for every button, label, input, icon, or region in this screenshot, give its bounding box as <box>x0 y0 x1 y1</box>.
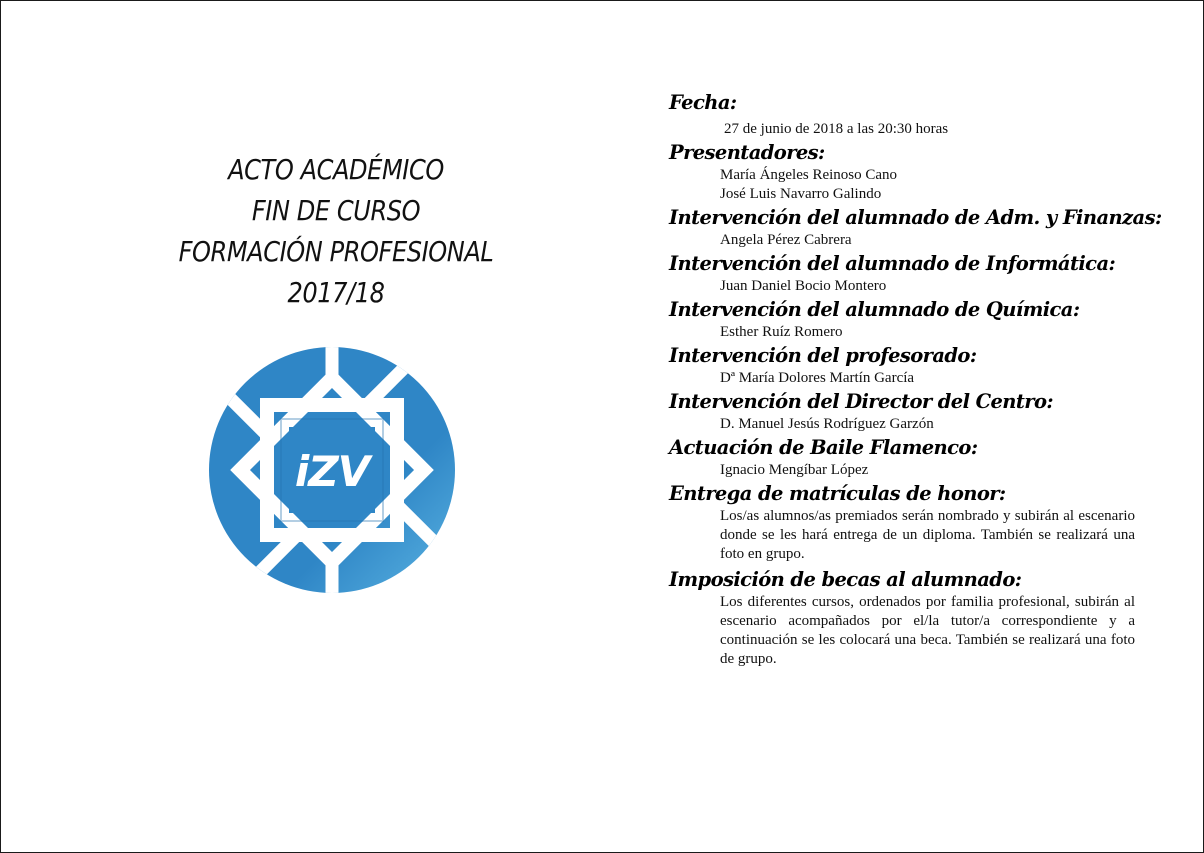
section-fecha <box>669 89 1139 139</box>
izv-logo-icon <box>209 347 455 593</box>
adm-name: Angela Pérez Cabrera <box>720 232 852 248</box>
section-presentadores <box>669 139 1139 204</box>
cover-line-2: FIN DE CURSO <box>251 194 421 227</box>
profesorado-name: Dª María Dolores Martín García <box>720 370 915 386</box>
section-informatica <box>669 250 1139 296</box>
section-director <box>669 388 1139 434</box>
heading-quimica: Intervención del alumnado de Química: <box>669 298 1080 321</box>
heading-director: Intervención del Director del Centro: <box>669 390 1053 413</box>
logo-text: iZV <box>294 447 370 496</box>
informatica-text <box>720 277 1135 296</box>
quimica-text <box>720 323 1135 342</box>
quimica-name: Esther Ruíz Romero <box>720 324 843 340</box>
director-name: D. Manuel Jesús Rodríguez Garzón <box>720 416 934 432</box>
baile-text <box>720 461 1135 480</box>
fecha-line: 27 de junio de 2018 a las 20:30 horas <box>724 121 949 137</box>
heading-matriculas: Entrega de matrículas de honor: <box>669 482 1006 505</box>
heading-baile: Actuación de Baile Flamenco: <box>669 436 978 459</box>
section-adm <box>669 204 1162 250</box>
heading-informatica: Intervención del alumnado de Informática: <box>669 252 1116 275</box>
section-profesorado <box>669 342 1139 388</box>
program-list <box>669 89 1162 669</box>
school-logo <box>209 347 455 593</box>
heading-adm: Intervención del alumnado de Adm. y Finanzas: <box>669 206 1162 229</box>
heading-profesorado: Intervención del profesorado: <box>669 344 977 367</box>
profesorado-text <box>720 369 1135 388</box>
cover-title <box>177 149 495 313</box>
director-text <box>720 415 1135 434</box>
adm-text <box>720 231 1135 250</box>
informatica-name: Juan Daniel Bocio Montero <box>720 278 887 294</box>
cover-line-1: ACTO ACADÉMICO <box>228 153 444 186</box>
presentador-1: María Ángeles Reinoso Cano <box>720 167 898 183</box>
section-baile <box>669 434 1139 480</box>
presentador-2: José Luis Navarro Galindo <box>720 186 882 202</box>
fecha-text <box>724 116 1135 139</box>
baile-name: Ignacio Mengíbar López <box>720 462 869 478</box>
presentadores-text <box>720 166 1135 204</box>
section-quimica <box>669 296 1139 342</box>
section-matriculas <box>669 480 1139 564</box>
cover-line-4: 2017/18 <box>287 276 385 309</box>
cover-line-3: FORMACIÓN PROFESIONAL <box>178 235 494 268</box>
heading-presentadores: Presentadores: <box>669 141 825 164</box>
matriculas-text: Los/as alumnos/as premiados serán nombrado y subirán al escenario donde se les hará entrega de un diploma. También se realizará una foto en grupo. <box>720 508 1135 562</box>
heading-fecha: Fecha: <box>669 91 737 114</box>
heading-becas: Imposición de becas al alumnado: <box>669 568 1022 591</box>
section-becas <box>669 566 1139 669</box>
becas-text: Los diferentes cursos, ordenados por familia profesional, subirán al escenario acompañados por el/la tutor/a correspondiente y a continuación se les colocará una beca. También se realizará una foto de grupo. <box>720 594 1135 667</box>
